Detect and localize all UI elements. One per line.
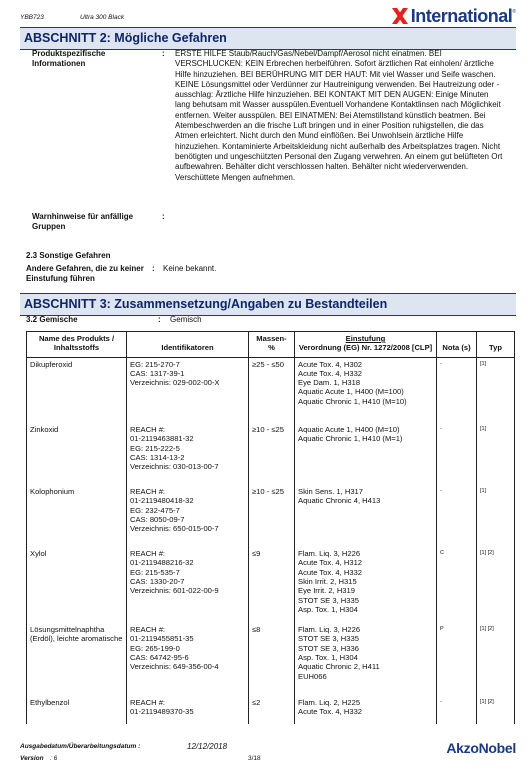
section-3-heading (20, 293, 516, 316)
version-label: Version (20, 755, 44, 762)
cell-type: [1] (477, 423, 515, 485)
cell-class: Flam. Liq. 3, H226 Acute Tox. 4, H312 Acute Tox. 4, H332 Skin Irrit. 2, H315 Eye Irrit. 2, H319 STOT SE 3, H335 Asp. Tox. 1, H304 (295, 547, 437, 623)
col-type-header: Typ (477, 332, 515, 358)
table-row (27, 547, 515, 623)
cell-mass: ≤8 (249, 623, 295, 696)
table-header-row (27, 332, 515, 358)
col-ident-header: Identifikatoren (127, 332, 249, 358)
cell-class: Flam. Liq. 3, H226 STOT SE 3, H335 STOT SE 3, H336 Asp. Tox. 1, H304 Aquatic Chronic 2, H411 EUH066 (295, 623, 437, 696)
cell-name: Lösungsmittelnaphtha (Erdöl), leichte aromatische (27, 623, 127, 696)
cell-note: - (437, 357, 477, 423)
akzonobel-logo: AkzoNobel (446, 740, 516, 756)
col-mass-header: Massen- % (249, 332, 295, 358)
date-label-text: Ausgabedatum/Überarbeitungsdatum (20, 743, 137, 750)
brand-registered-mark: ® (512, 9, 516, 15)
class-top-label: Einstufung (345, 334, 386, 343)
version-value: : 6 (50, 755, 58, 762)
cell-ident: REACH #: 01-2119489370-35 (127, 696, 249, 724)
composition-table (26, 331, 515, 724)
cell-note: - (437, 485, 477, 547)
product-name: Ultra 300 Black (80, 14, 125, 21)
cell-name: Dikupferoxid (27, 357, 127, 423)
cell-class: Acute Tox. 4, H302 Acute Tox. 4, H332 Eye Dam. 1, H318 Aquatic Acute 1, H400 (M=100) Aquatic Chronic 1, H410 (M=10) (295, 357, 437, 423)
other-hazards-label: Andere Gefahren, die zu keiner Einstufung führen (26, 264, 144, 284)
cell-type: [1] [2] (477, 547, 515, 623)
table-row (27, 423, 515, 485)
cell-ident: EG: 215-270-7 CAS: 1317-39-1 Verzeichnis: 029-002-00-X (127, 357, 249, 423)
doc-code: YBB723 (20, 14, 44, 21)
table-row (27, 357, 515, 423)
date-label (20, 743, 140, 750)
cell-note: - (437, 696, 477, 724)
cell-ident: REACH #: 01-2119463881-32 EG: 215-222-5 CAS: 1314-13-2 Verzeichnis: 030-013-00-7 (127, 423, 249, 485)
cell-note: - (437, 423, 477, 485)
cell-type: [1] (477, 357, 515, 423)
section-2-title: ABSCHNITT 2: Mögliche Gefahren (24, 31, 227, 45)
section-3-title: ABSCHNITT 3: Zusammensetzung/Angaben zu Bestandteilen (24, 297, 388, 311)
page-footer (20, 738, 516, 766)
mixture-value: Gemisch (170, 315, 202, 324)
cell-type: [1] [2] (477, 623, 515, 696)
x-mark-icon (390, 7, 410, 25)
cell-type: [1] [2] (477, 696, 515, 724)
date-value: 12/12/2018 (187, 742, 228, 751)
mixture-label: 3.2 Gemische (26, 315, 78, 324)
cell-name: Ethylbenzol (27, 696, 127, 724)
section-2-heading (20, 27, 516, 50)
cell-ident: REACH #: 01-2119455851-35 EG: 265-199-0 CAS: 64742-95-6 Verzeichnis: 649-356-00-4 (127, 623, 249, 696)
page-header (20, 5, 516, 26)
table-row (27, 485, 515, 547)
cell-class: Aquatic Acute 1, H400 (M=10) Aquatic Chronic 1, H410 (M=1) (295, 423, 437, 485)
table-row (27, 696, 515, 724)
other-hazards-text: Keine bekannt. (163, 264, 217, 273)
class-label: Verordnung (EG) Nr. 1272/2008 [CLP] (298, 343, 433, 353)
cell-name: Kolophonium (27, 485, 127, 547)
cell-note: C (437, 547, 477, 623)
cell-mass: ≥10 - ≤25 (249, 485, 295, 547)
warning-label: Warnhinweise für anfällige Gruppen (32, 212, 134, 232)
col-note-header: Nota (s) (437, 332, 477, 358)
cell-class: Skin Sens. 1, H317 Aquatic Chronic 4, H413 (295, 485, 437, 547)
international-logo (390, 6, 516, 26)
brand-wordmark: International (410, 5, 513, 26)
cell-mass: ≥25 - ≤50 (249, 357, 295, 423)
col-name-header: Name des Produkts / Inhaltsstoffs (27, 332, 127, 358)
colon: : (162, 212, 165, 221)
cell-ident: REACH #: 01-2119480418-32 EG: 232-475-7 CAS: 8050-09-7 Verzeichnis: 650-015-00-7 (127, 485, 249, 547)
cell-type: [1] (477, 485, 515, 547)
col-class-header (295, 332, 437, 358)
colon: : (152, 264, 155, 273)
table-row (27, 623, 515, 696)
product-info-text: ERSTE HILFE Staub/Rauch/Gas/Nebel/Dampf/Aerosol nicht einatmen. BEI VERSCHLUCKEN: KEIN Erbrechen herbeiführen. Sofort ärztlichen Rat einholen/ ärztliche Hilfe hinzuziehen. BEI BERÜHRUNG MIT DER HAUT: Mit viel Wasser und Seife waschen. KEINE Lösungsmittel oder Verdünner zur Hautreinigung verwenden. Bei Hautreizung oder -ausschlag: Ärztliche Hilfe hinzuziehen. BEI KONTAKT MIT DEN AUGEN: Einige Minuten lang behutsam mit Wasser ausspülen.Eventuell Vorhandene Kontaktlinsen nach Möglichkeit entfernen. Weiter ausspülen. BEI EINATMEN: Bei Atemstillstand künstlich beatmen. Bei Atembeschwerden an die frische Luft bringen und in einer Position ruhigstellen, die das Atmen erleichtert. Nicht durch den Mund einflößen. Bei Unwohlsein ärztliche Hilfe hinzuziehen. Kontaminierte Arbeitskleidung nicht außerhalb des Arbeitsplatzes tragen. Nicht benötigten und ungeschützten Personal den Zugang verwehren. An einem gut belüfteten Ort aufbewahren. Behälter dicht verschlossen halten. Behälter nicht wiederverwenden. Verschüttete Mengen aufnehmen. (175, 49, 503, 182)
cell-name: Zinkoxid (27, 423, 127, 485)
product-info-label: Produktspezifische Informationen (32, 49, 106, 69)
cell-note: P (437, 623, 477, 696)
cell-name: Xylol (27, 547, 127, 623)
colon: : (162, 49, 165, 58)
date-colon: : (138, 743, 141, 750)
cell-ident: REACH #: 01-2119488216-32 EG: 215-535-7 CAS: 1330-20-7 Verzeichnis: 601-022-00-9 (127, 547, 249, 623)
cell-mass: ≤9 (249, 547, 295, 623)
cell-class: Flam. Liq. 2, H225 Acute Tox. 4, H332 (295, 696, 437, 724)
cell-mass: ≤2 (249, 696, 295, 724)
page-number: 3/18 (248, 755, 261, 762)
cell-mass: ≥10 - ≤25 (249, 423, 295, 485)
other-hazards-subtitle: 2.3 Sonstige Gefahren (26, 251, 111, 260)
colon: : (158, 315, 161, 324)
